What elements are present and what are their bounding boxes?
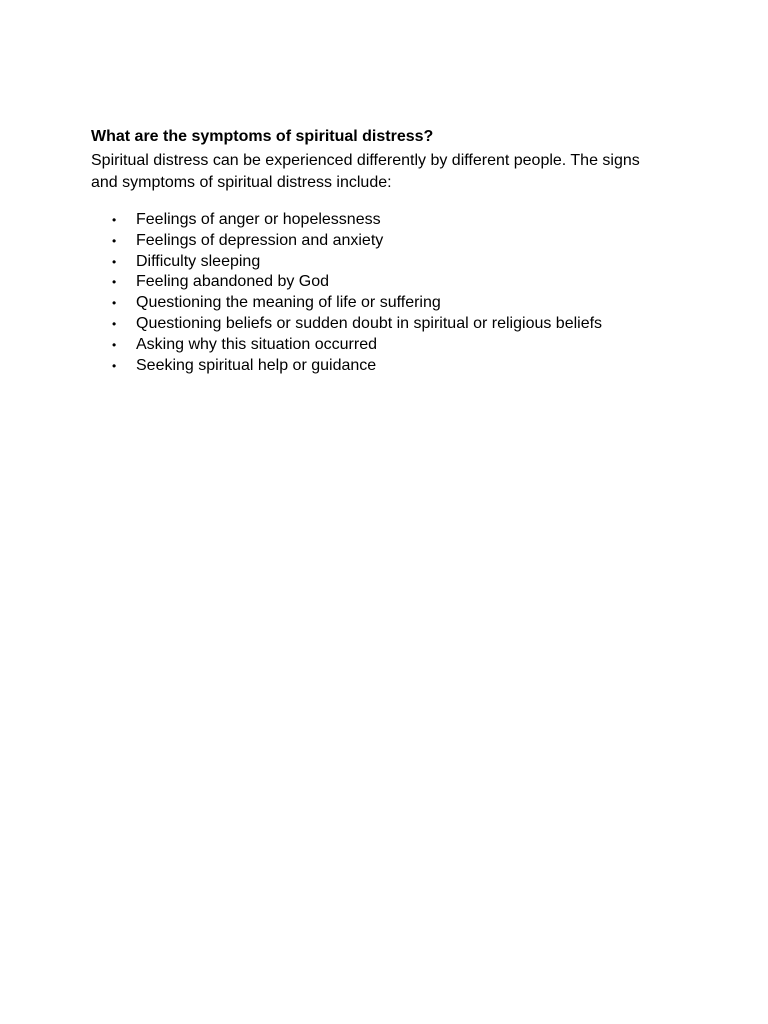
bullet-icon: • [112, 275, 117, 290]
list-item [91, 314, 691, 335]
bullet-icon: • [112, 296, 117, 311]
list-item-text: Asking why this situation occurred [136, 335, 377, 353]
list-item-text: Feelings of anger or hopelessness [136, 211, 381, 228]
bullet-icon: • [112, 254, 117, 269]
list-item [91, 356, 691, 377]
bullet-icon: • [112, 316, 117, 331]
list-item [91, 272, 691, 293]
bullet-icon: • [112, 337, 117, 352]
document-page [91, 127, 691, 376]
list-item-text: Seeking spiritual help or guidance [136, 356, 377, 374]
list-item-text: Difficulty sleeping [136, 252, 261, 270]
list-item-text: Feelings of depression and anxiety [136, 231, 384, 249]
list-item-text: Questioning beliefs or sudden doubt in spiritual or religious beliefs [136, 314, 603, 332]
page-title: What are the symptoms of spiritual distress? [91, 128, 434, 145]
list-item [91, 293, 691, 314]
list-item [91, 210, 691, 231]
bullet-icon: • [112, 358, 117, 373]
bullet-icon: • [112, 233, 117, 248]
list-item [91, 231, 691, 252]
list-item [91, 252, 691, 273]
bullet-icon: • [112, 213, 117, 227]
list-item-text: Questioning the meaning of life or suffering [136, 294, 441, 312]
list-item-text: Feeling abandoned by God [136, 273, 330, 291]
symptoms-list [91, 210, 691, 376]
intro-paragraph: Spiritual distress can be experienced differently by different people. The signs and symptoms of spiritual distress include: [91, 152, 640, 191]
list-item [91, 335, 691, 356]
